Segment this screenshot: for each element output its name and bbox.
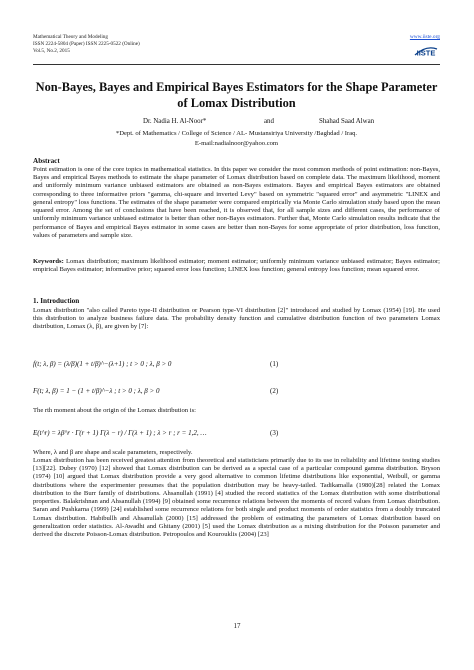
keywords <box>33 258 440 274</box>
journal-issn: ISSN 2224-5804 (Paper) ISSN 2225-0522 (Online) <box>33 41 140 47</box>
intro-heading: 1. Introduction <box>33 297 80 305</box>
keywords-text: Lomax distribution; maximum likelihood estimator; moment estimator; uniformly minimum variance unbiased estimator; Bayes estimator; empirical Bayes estimator; informative prior; squared error loss function; LINEX loss function; general entropy loss function; mean squared error. <box>33 258 440 274</box>
author-2: Shahad Saad Alwan <box>319 118 375 125</box>
intro-para-4: Lomax distribution has been received greatest attention from theoretical and statisticians primarily due to its use in reliability and lifetime testing studies [13][22]. Dubey (1970) [12] showed that Lomax distribution can be derived as a special case of a particular compound gamma distribution. Bryson (1974) [10] argued that Lomax distribution provide a very good alternative to common lifetime distributions like exponential, Weibull, or gamma distributions where the experimenter presumes that the population distribution may be heavy-tailed. Tadikamalla (1980)[28] related the Lomax distribution to the Burr family of distributions. Ahsanullah (1991) [4] studied the record statistics of the Lomax distribution with some distributional properties. Balakrishnan and Ahsanullah (1994) [9] obtained some recurrence relations between the moments of record values from Lomax distribution. Saran and Pushkarna (1999) [24] established some recurrence relations for both single and product moments of order statistics from a doubly truncated Lomax distribution. Habibullh and Ahsanullah (2000) [15] addressed the problem of estimating the parameters of Lomax distribution based on generalization order statistics. Al-Awadhi and Ghitany (2001) [5] used the Lomax distribution as a mixing distribution for the Poisson parameter and derived the discrete Poisson-Lomax distribution. Petropoulos and Kourouklis (2004) [23] <box>33 457 440 538</box>
intro-para-2: The rth moment about the origin of the Lomax distribution is: <box>33 407 196 414</box>
author-1: Dr. Nadia H. Al-Noor* <box>143 118 207 125</box>
affiliation-block <box>33 129 440 148</box>
equation-2-expr: F(t; λ, β) = 1 − (1 + t/β)^−λ ; t > 0 ; λ, β > 0 <box>33 387 160 395</box>
intro-para-1: Lomax distribution "also called Pareto type-II distribution or Pearson type-VI distribution [2]" introduced and studied by Lomax (1954) [19]. He used this distribution to analyze business failure data. The probability density function and cumulative distribution function of two parameters Lomax distribution, Lomax (λ, β), are given by [7]: <box>33 307 440 331</box>
journal-website-link[interactable]: www.iiste.org <box>409 34 440 40</box>
affiliation: *Dept. of Mathematics / College of Science / AL- Mustansiriya University /Baghdad / Iraq. <box>115 130 358 137</box>
equation-2-number: (2) <box>270 387 279 395</box>
intro-para-3: Where, λ and β are shape and scale parameters, respectively. <box>33 449 193 456</box>
journal-header <box>33 34 140 55</box>
iiste-logo <box>412 43 440 59</box>
email: E-mail:nadialnoor@yahoo.com <box>194 139 279 147</box>
abstract-text: Point estimation is one of the core topics in mathematical statistics. In this paper we consider the most common methods of point estimation: non-Bayes, Bayes and empirical Bayes methods to estimate the shape parameter of Lomax distribution based on complete data. The maximum likelihood, moment and uniformly minimum variance unbiased estimators are obtained as non-Bayes estimators. Bayes and empirical Bayes estimators are obtained corresponding to three informative priors "gamma, chi-square and inverted Levy" based on symmetric "squared error" and asymmetric "LINEX and general entropy" loss functions. The estimates of the shape parameter were compared empirically via Monte Carlo simulation study based upon the mean squared error. Among the set of conclusions that have been reached, it is observed that, for all sample sizes and different cases, the performance of uniformly minimum variance unbiased estimator is better than other non-Bayes estimators. Further that, Monte Carlo simulation results indicate that the performance of Bayes and empirical Bayes estimator in some cases are better than non-Bayes for some appropriate of prior distribution, loss function, values of parameters and sample size. <box>33 166 440 239</box>
paper-title: Non-Bayes, Bayes and Empirical Bayes Estimators for the Shape Parameter of Lomax Distribution <box>35 80 438 110</box>
svg-text:IISTE: IISTE <box>416 48 436 58</box>
equation-3-number: (3) <box>270 429 279 437</box>
equation-3-expr: E(t^r) = λβ^r · Γ(r + 1) Γ(λ − r) / Γ(λ + 1) ; λ > r ; r = 1,2, … <box>33 429 207 437</box>
author-conjunction: and <box>264 118 274 125</box>
iiste-logo-icon <box>412 43 440 59</box>
keywords-label: Keywords: <box>33 258 64 265</box>
equation-1-expr: f(t; λ, β) = (λ/β)(1 + t/β)^−(λ+1) ; t > 0 ; λ, β > 0 <box>33 360 172 368</box>
abstract-heading: Abstract <box>33 157 60 165</box>
page-number: 17 <box>233 622 241 630</box>
header-rule <box>33 64 440 65</box>
journal-name: Mathematical Theory and Modeling <box>33 34 108 40</box>
journal-volume: Vol.5, No.2, 2015 <box>33 48 70 54</box>
equation-1-number: (1) <box>270 360 279 368</box>
